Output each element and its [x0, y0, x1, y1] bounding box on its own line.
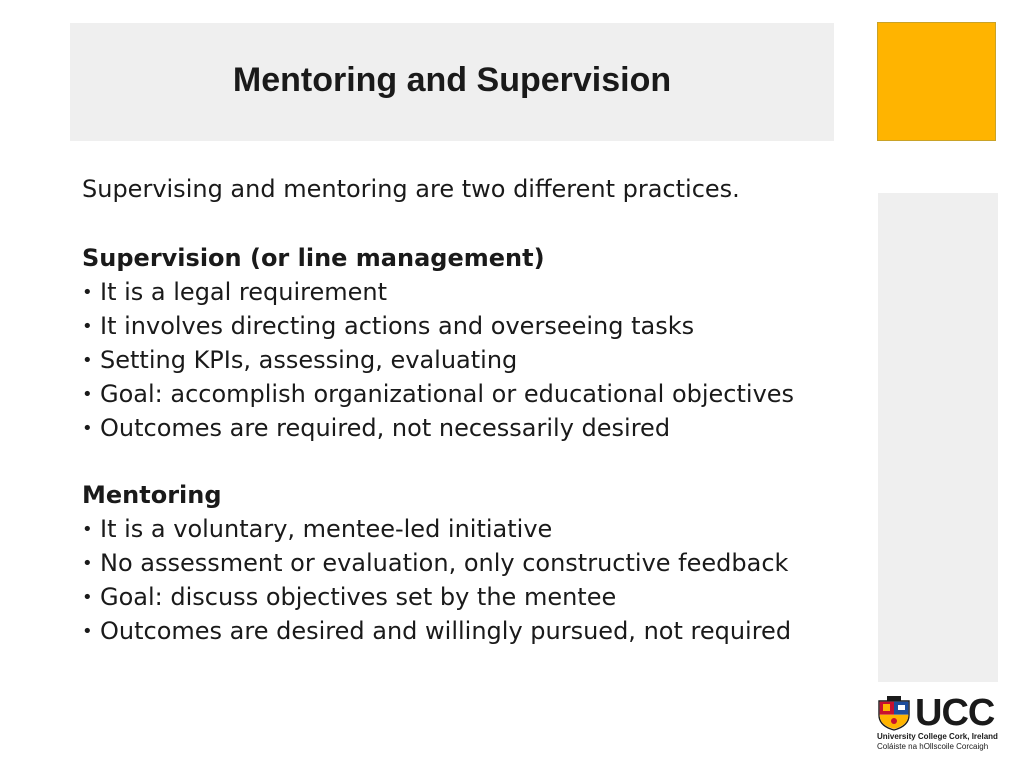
list-item: • Goal: discuss objectives set by the mentee — [82, 580, 862, 614]
logo-wordmark: UCC — [915, 692, 995, 734]
list-item: • Goal: accomplish organizational or educational objectives — [82, 377, 862, 411]
list-item: • It involves directing actions and overseeing tasks — [82, 309, 862, 343]
logo-line-english: University College Cork, Ireland — [877, 732, 998, 741]
mentoring-list — [82, 512, 862, 648]
title-band — [70, 23, 834, 141]
list-item: • No assessment or evaluation, only constructive feedback — [82, 546, 862, 580]
list-item: • Setting KPIs, assessing, evaluating — [82, 343, 862, 377]
ucc-crest-icon — [877, 695, 911, 731]
section-gap — [82, 445, 862, 478]
logo-row — [877, 694, 999, 732]
ucc-logo — [877, 694, 999, 756]
supervision-heading: Supervision (or line management) — [82, 244, 545, 272]
accent-square — [877, 22, 996, 141]
logo-line-irish: Coláiste na hOllscoile Corcaigh — [877, 742, 989, 751]
list-item: • Outcomes are desired and willingly pursued, not required — [82, 614, 862, 648]
list-item: • It is a legal requirement — [82, 275, 862, 309]
side-panel — [878, 193, 998, 682]
slide-title: Mentoring and Supervision — [232, 60, 672, 99]
mentoring-heading: Mentoring — [82, 481, 222, 509]
supervision-list — [82, 275, 862, 445]
list-item: • It is a voluntary, mentee-led initiative — [82, 512, 862, 546]
list-item: • Outcomes are required, not necessarily desired — [82, 411, 862, 445]
slide-content — [82, 172, 862, 648]
intro-text: Supervising and mentoring are two different practices. — [82, 175, 740, 203]
